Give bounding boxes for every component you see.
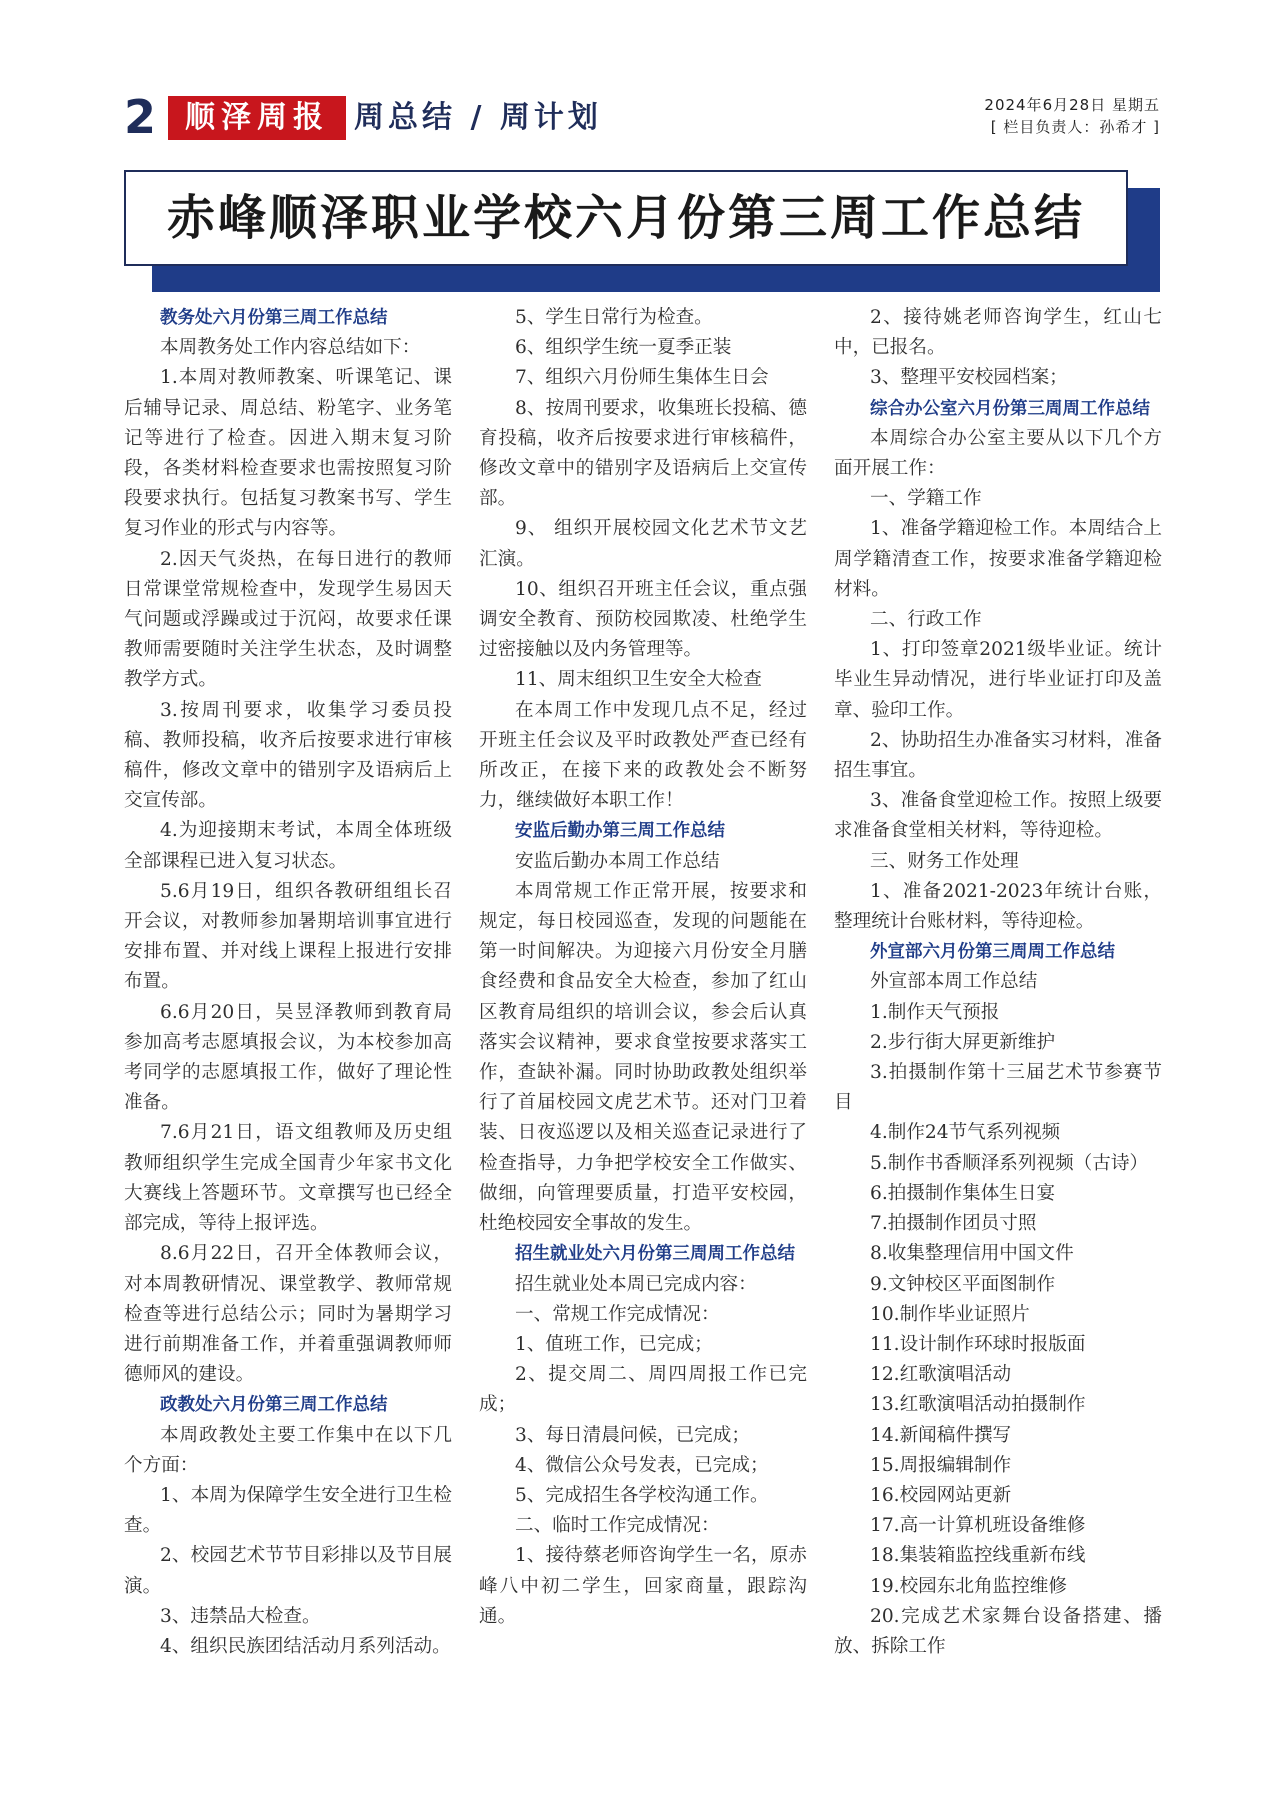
column-3	[834, 303, 1162, 1662]
paragraph: 11.设计制作环球时报版面	[870, 1333, 1086, 1355]
paragraph: 5.制作书香顺泽系列视频（古诗）	[870, 1152, 1149, 1174]
paragraph: 8.6月22日，召开全体教师会议，对本周教研情况、课堂教学、教师常规检查等进行总结公示；同时为暑期学习进行前期准备工作，并着重强调教师师德师风的建设。	[124, 1243, 452, 1386]
title-banner	[124, 170, 1160, 292]
paragraph: 9.文钟校区平面图制作	[870, 1273, 1056, 1295]
title-banner-box	[124, 170, 1128, 266]
paragraph: 1.本周对教师教案、听课笔记、课后辅导记录、周总结、粉笔字、业务笔记等进行了检查。因进入期末复习阶段，各类材料检查要求也需按照复习阶段要求执行。包括复习教案书写、学生复习作业的形式与内容等。	[124, 367, 452, 540]
section-heading: 综合办公室六月份第三周周工作总结	[870, 398, 1150, 419]
paragraph: 4、微信公众号发表，已完成；	[515, 1454, 769, 1476]
section-title: 周总结 / 周计划	[354, 100, 602, 135]
paragraph: 2、提交周二、周四周报工作已完成；	[479, 1364, 807, 1416]
paragraph: 3.按周刊要求，收集学习委员投稿、教师投稿，收齐后按要求进行审核稿件，修改文章中的错别字及语病后上交宣传部。	[124, 699, 452, 812]
paragraph: 19.校园东北角监控维修	[870, 1575, 1067, 1597]
paragraph: 10.制作毕业证照片	[870, 1303, 1030, 1325]
paragraph: 8、按周刊要求，收集班长投稿、德育投稿，收齐后按要求进行审核稿件，修改文章中的错别字及语病后上交宣传部。	[479, 397, 807, 510]
date-block	[984, 94, 1160, 138]
paragraph: 4、组织民族团结活动月系列活动。	[160, 1635, 451, 1657]
paragraph: 招生就业处本周已完成内容：	[515, 1273, 757, 1295]
paragraph: 本周政教处主要工作集中在以下几个方面：	[124, 1424, 452, 1476]
section-heading: 外宣部六月份第三周周工作总结	[870, 942, 1115, 963]
paragraph: 3、整理平安校园档案；	[870, 367, 1068, 389]
paragraph: 二、临时工作完成情况：	[515, 1515, 720, 1537]
section-heading: 招生就业处六月份第三周周工作总结	[515, 1244, 795, 1265]
paragraph: 3、准备食堂迎检工作。按照上级要求准备食堂相关材料，等待迎检。	[834, 790, 1162, 842]
paragraph: 3、每日清晨问候，已完成；	[515, 1424, 750, 1446]
paragraph: 7.6月21日，语文组教师及历史组教师组织学生完成全国青少年家书文化大赛线上答题环节。文章撰写也已经全部完成，等待上报评选。	[124, 1122, 452, 1235]
paragraph: 1、准备2021-2023年统计台账，整理统计台账材料，等待迎检。	[834, 880, 1162, 933]
column-editor: [ 栏目负责人：孙希才 ]	[990, 118, 1160, 136]
paragraph: 1.制作天气预报	[870, 1001, 1000, 1023]
paragraph: 1、本周为保障学生安全进行卫生检查。	[124, 1484, 452, 1537]
paragraph: 16.校园网站更新	[870, 1484, 1012, 1506]
issue-date: 2024年6月28日 星期五	[984, 96, 1160, 114]
section-heading: 安监后勤办第三周工作总结	[515, 821, 725, 842]
paragraph: 5、完成招生各学校沟通工作。	[515, 1484, 769, 1506]
paragraph: 1、值班工作，已完成；	[515, 1333, 713, 1355]
paragraph: 6.6月20日，吴昱泽教师到教育局参加高考志愿填报会议，为本校参加高考同学的志愿填报工作，做好了理论性准备。	[124, 1001, 452, 1114]
paragraph: 2、校园艺术节节目彩排以及节目展演。	[124, 1545, 452, 1597]
paragraph: 2、接待姚老师咨询学生，红山七中，已报名。	[834, 307, 1162, 359]
column-2	[479, 303, 807, 1632]
paragraph: 8.收集整理信用中国文件	[870, 1243, 1074, 1265]
newspaper-logo: 顺泽周报	[168, 96, 346, 140]
column-1	[124, 303, 452, 1662]
paragraph: 一、学籍工作	[870, 488, 982, 510]
paragraph: 10、组织召开班主任会议，重点强调安全教育、预防校园欺凌、杜绝学生过密接触以及内务管理等。	[479, 578, 807, 661]
paragraph: 17.高一计算机班设备维修	[870, 1515, 1086, 1537]
paragraph: 6、组织学生统一夏季正装	[515, 337, 732, 359]
paragraph: 2、协助招生办准备实习材料，准备招生事宜。	[834, 729, 1162, 782]
paragraph: 1、准备学籍迎检工作。本周结合上周学籍清查工作，按要求准备学籍迎检材料。	[834, 518, 1162, 600]
paragraph: 5、学生日常行为检查。	[515, 307, 713, 328]
masthead	[124, 88, 1160, 150]
paragraph: 5.6月19日，组织各教研组组长召开会议，对教师参加暑期培训事宜进行安排布置、并对线上课程上报进行安排布置。	[124, 880, 452, 993]
paragraph: 20.完成艺术家舞台设备搭建、播放、拆除工作	[834, 1605, 1162, 1657]
paragraph: 11、周末组织卫生安全大检查	[515, 669, 762, 691]
paragraph: 4.为迎接期末考试，本周全体班级全部课程已进入复习状态。	[124, 820, 452, 872]
paragraph: 18.集装箱监控线重新布线	[870, 1545, 1086, 1567]
paragraph: 在本周工作中发现几点不足，经过开班主任会议及平时政教处严查已经有所改正，在接下来的政教处会不断努力，继续做好本职工作！	[479, 699, 807, 812]
paragraph: 12.红歌演唱活动	[870, 1364, 1012, 1386]
paragraph: 3、违禁品大检查。	[160, 1605, 321, 1627]
paragraph: 本周综合办公室主要从以下几个方面开展工作：	[834, 427, 1162, 480]
main-title: 赤峰顺泽职业学校六月份第三周工作总结	[166, 190, 1085, 246]
paragraph: 9、 组织开展校园文化艺术节文艺汇演。	[479, 518, 807, 570]
paragraph: 7、组织六月份师生集体生日会	[515, 367, 769, 389]
paragraph: 15.周报编辑制作	[870, 1454, 1012, 1476]
paragraph: 本周教务处工作内容总结如下：	[160, 337, 421, 359]
paragraph: 6.拍摄制作集体生日宴	[870, 1182, 1056, 1204]
paragraph: 4.制作24节气系列视频	[870, 1122, 1061, 1144]
paragraph: 三、财务工作处理	[870, 850, 1019, 872]
section-heading: 政教处六月份第三周工作总结	[160, 1395, 388, 1416]
paragraph: 一、常规工作完成情况：	[515, 1303, 720, 1325]
paragraph: 1、打印签章2021级毕业证。统计毕业生异动情况，进行毕业证打印及盖章、验印工作。	[834, 639, 1162, 721]
paragraph: 1、接待蔡老师咨询学生一名，原赤峰八中初二学生，回家商量，跟踪沟通。	[479, 1545, 807, 1627]
paragraph: 二、行政工作	[870, 609, 982, 631]
paragraph: 2.步行街大屏更新维护	[870, 1031, 1056, 1053]
paragraph: 2.因天气炎热，在每日进行的教师日常课堂常规检查中，发现学生易因天气问题或浮躁或过于沉闷，故要求任课教师需要随时关注学生状态，及时调整教学方式。	[124, 548, 452, 691]
paragraph: 外宣部本周工作总结	[870, 971, 1038, 993]
paragraph: 本周常规工作正常开展，按要求和规定，每日校园巡查，发现的问题能在第一时间解决。为迎接六月份安全月膳食经费和食品安全大检查，参加了红山区教育局组织的培训会议，参会后认真落实会议精神，要求食堂按要求落实工作，查缺补漏。同时协助政教处组织举行了首届校园文虎艺术节。还对门卫着装、日夜巡逻以及相关巡查记录进行了检查指导，力争把学校安全工作做实、做细，向管理要质量，打造平安校园，杜绝校园安全事故的发生。	[479, 880, 807, 1235]
paragraph: 7.拍摄制作团员寸照	[870, 1213, 1037, 1235]
paragraph: 14.新闻稿件撰写	[870, 1424, 1012, 1446]
paragraph: 3.拍摄制作第十三届艺术节参赛节目	[834, 1062, 1162, 1114]
page-number: 2	[124, 90, 157, 144]
paragraph: 安监后勤办本周工作总结	[515, 850, 720, 872]
section-heading: 教务处六月份第三周工作总结	[160, 308, 388, 328]
paragraph: 13.红歌演唱活动拍摄制作	[870, 1394, 1086, 1416]
